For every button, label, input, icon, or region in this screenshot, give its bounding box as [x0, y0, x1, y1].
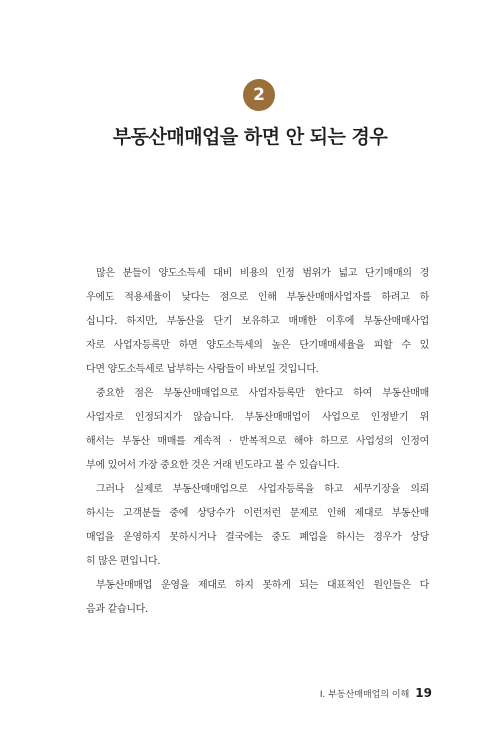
paragraph-line: 매업을 운영하지 못하시거나 결국에는 중도 폐업을 하시는 경우가 상당: [86, 532, 429, 543]
paragraph-line: 부에 있어서 가장 중요한 것은 거래 빈도라고 볼 수 있습니다.: [86, 460, 340, 471]
paragraph-line: 중요한 점은 부동산매매업으로 사업자등록만 한다고 하여 부동산매매: [96, 388, 429, 399]
section-number-badge: 2: [243, 79, 275, 111]
page-number: 19: [415, 686, 432, 700]
body-text: [86, 262, 429, 622]
paragraph-line: 우에도 적용세율이 낮다는 점으로 인해 부동산매매사업자를 하려고 하: [86, 292, 429, 303]
paragraph-line: 부동산매매업 운영을 제대로 하지 못하게 되는 대표적인 원인들은 다: [96, 580, 429, 591]
paragraph-line: 해서는 부동산 매매를 계속적 · 반복적으로 해야 하므로 사업성의 인정여: [86, 436, 429, 447]
paragraph-line: 사업자로 인정되지가 않습니다. 부동산매매업이 사업으로 인정받기 위: [86, 412, 429, 423]
paragraph-line: 십니다. 하지만, 부동산을 단기 보유하고 매매한 이후에 부동산매매사업: [86, 316, 429, 327]
paragraph-line: 다면 양도소득세로 납부하는 사람들이 바보일 것입니다.: [86, 364, 319, 375]
page-footer: [320, 686, 432, 700]
paragraph-line: 히 많은 편입니다.: [86, 556, 161, 567]
paragraph-line: 그러나 실제로 부동산매매업으로 사업자등록을 하고 세무기장을 의뢰: [96, 484, 429, 495]
footer-chapter-title: Ⅰ. 부동산매매업의 이해: [319, 690, 410, 700]
section-title: 부동산매매업을 하면 안 되는 경우: [112, 126, 388, 148]
paragraph-line: 하시는 고객분들 중에 상당수가 이런저런 문제로 인해 제대로 부동산매: [86, 508, 429, 519]
paragraph-line: 자로 사업자등록만 하면 양도소득세의 높은 단기매매세율을 피할 수 있: [86, 340, 429, 351]
paragraph-line: 많은 분들이 양도소득세 대비 비용의 인정 범위가 넓고 단기매매의 경: [96, 268, 429, 279]
paragraph-line: 음과 같습니다.: [86, 604, 148, 615]
